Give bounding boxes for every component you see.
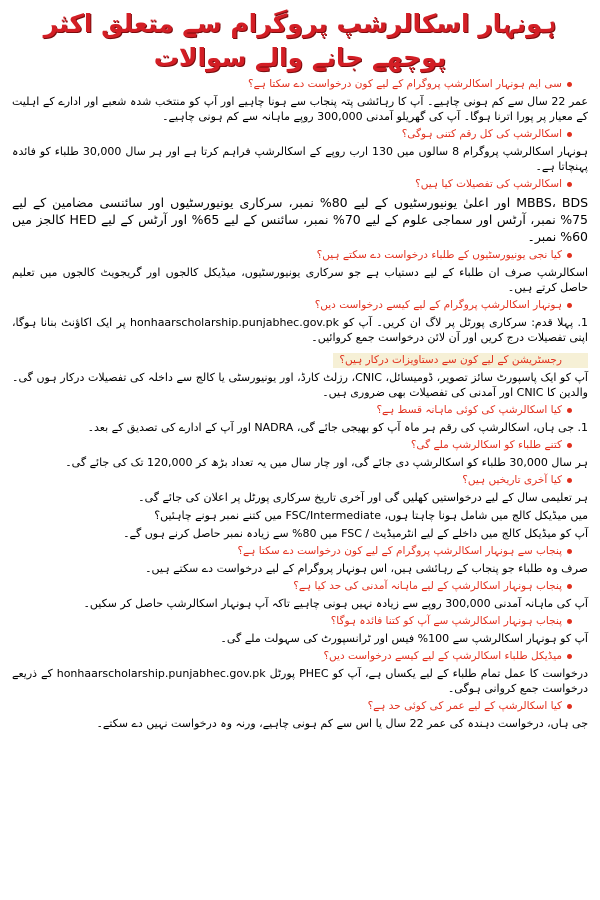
faq-answer: 1. جی ہاں، اسکالرشپ کی رقم ہر ماہ آپ کو بھیجی جائے گی، NADRA اور آپ کے ادارے کی تصدیق کے بعد۔ — [87, 421, 588, 434]
faq-question: ہونہار اسکالرشپ پروگرام کے لیے کیسے درخواست دیں؟ — [12, 298, 588, 313]
bullet-icon — [567, 654, 572, 659]
bullet-icon — [567, 82, 572, 87]
faq-answer: آپ کو ہونہار اسکالرشپ سے 100% فیس اور ٹرانسپورٹ کی سہولت ملے گی۔ — [220, 632, 588, 645]
faq-answer: آپ کی ماہانہ آمدنی 300,000 روپے سے زیادہ نہیں ہونی چاہیے تاکہ آپ ہونہار اسکالرشپ حاصل کر سکیں۔ — [83, 597, 588, 610]
faq-list — [12, 77, 588, 731]
faq-answer: میں میڈیکل کالج میں شامل ہونا چاہتا ہوں، FSC/Intermediate میں کتنے نمبر ہونے چاہئیں؟ — [154, 509, 588, 522]
faq-answer: آپ کو ایک پاسپورٹ سائز تصویر، ڈومیسائل، CNIC، رزلٹ کارڈ، اور یونیورسٹی یا کالج سے داخلہ کی تفصیلات درکار ہوں گی۔ والدین کا CNIC اور آمدنی کی تفصیلات بھی ضروری ہیں۔ — [12, 371, 588, 399]
bullet-icon — [567, 549, 572, 554]
bullet-icon — [567, 253, 572, 258]
faq-question: میڈیکل طلباء اسکالرشپ کے لیے کیسے درخواست دیں؟ — [12, 649, 588, 664]
faq-question: پنجاب سے ہونہار اسکالرشپ پروگرام کے لیے کون درخواست دے سکتا ہے؟ — [12, 544, 588, 559]
faq-answer: ہر سال 30,000 طلباء کو اسکالرشپ دی جائے گی، اور چار سال میں یہ تعداد بڑھ کر 120,000 تک کی جائے گی۔ — [65, 456, 588, 469]
bullet-icon — [567, 132, 572, 137]
faq-answer: عمر 22 سال سے کم ہونی چاہیے۔ آپ کا رہائشی پتہ پنجاب سے ہونا چاہیے اور آپ کو منتخب شدہ شعبے اور ادارے کے اہلیت کے معیار پر پورا اترنا ہوگا۔ آپ کی گھریلو آمدنی 300,000 روپے ماہانہ سے کم ہونی چاہیے۔ — [12, 95, 588, 123]
faq-answer: ہر تعلیمی سال کے لیے درخواستیں کھلیں گی اور آخری تاریخ سرکاری پورٹل پر اعلان کی جائے گی۔ — [138, 491, 588, 504]
faq-answer: MBBS، BDS اور اعلیٰ یونیورسٹیوں کے لیے 80% نمبر، سرکاری یونیورسٹیوں اور سائنسی مضامین کے لیے 75% نمبر، آرٹس اور سماجی علوم کے لیے 70% نمبر، سائنس کے لیے 65% اور آرٹس کے لیے HED کالجز میں 60% نمبر۔ — [12, 195, 589, 244]
faq-question: سی ایم ہونہار اسکالرشپ پروگرام کے لیے کون درخواست دے سکتا ہے؟ — [12, 77, 588, 92]
bullet-icon — [567, 303, 572, 308]
bullet-icon — [567, 478, 572, 483]
faq-question: اسکالرشپ کی کل رقم کتنی ہوگی؟ — [12, 127, 588, 142]
faq-question: کتنے طلباء کو اسکالرشپ ملے گی؟ — [12, 438, 588, 453]
faq-question: پنجاب ہونہار اسکالرشپ سے آپ کو کتنا فائدہ ہوگا؟ — [12, 614, 588, 629]
faq-question: کیا اسکالرشپ کے لیے عمر کی کوئی حد ہے؟ — [12, 699, 588, 714]
bullet-icon — [567, 408, 572, 413]
faq-answer: جی ہاں، درخواست دہندہ کی عمر 22 سال یا اس سے کم ہونی چاہیے، ورنہ وہ درخواست نہیں دے سکتے۔ — [96, 717, 588, 730]
faq-answer: آپ کو میڈیکل کالج میں داخلے کے لیے انٹرمیڈیٹ / FSC میں 80% سے زیادہ نمبر حاصل کرنے ہوں گے۔ — [123, 527, 588, 540]
faq-answer: درخواست کا عمل تمام طلباء کے لیے یکساں ہے، آپ کو PHEC پورٹل honhaarscholarship.punjabhec.gov.pk کے ذریعے درخواست جمع کروانی ہوگی۔ — [12, 667, 589, 695]
bullet-icon — [567, 443, 572, 448]
faq-answer: ہونہار اسکالرشپ پروگرام 8 سالوں میں 130 ارب روپے کے اسکالرشپ فراہم کرتا ہے اور ہر سال 30,000 طلباء کو فائدہ پہنچاتا ہے۔ — [12, 145, 588, 173]
bullet-icon — [567, 584, 572, 589]
bullet-icon — [567, 182, 572, 187]
faq-answer: صرف وہ طلباء جو پنجاب کے رہائشی ہیں، اس ہونہار پروگرام کے لیے درخواست دے سکتے ہیں۔ — [145, 562, 588, 575]
page-title: ہونہار اسکالرشپ پروگرام سے متعلق اکثر پوچھے جانے والے سوالات — [43, 9, 557, 72]
faq-question: اسکالرشپ کی تفصیلات کیا ہیں؟ — [12, 177, 588, 192]
faq-question: کیا اسکالرشپ کی کوئی ماہانہ قسط ہے؟ — [12, 403, 588, 418]
faq-answer: اسکالرشپ صرف ان طلباء کے لیے دستیاب ہے جو سرکاری یونیورسٹیوں، میڈیکل کالجوں اور گریجویٹ کالجوں میں تعلیم حاصل کرتے ہیں۔ — [12, 266, 588, 294]
faq-question: رجسٹریشن کے لیے کون سے دستاویزات درکار ہیں؟ — [333, 353, 588, 368]
faq-answer: 1. پہلا قدم: سرکاری پورٹل پر لاگ ان کریں۔ آپ کو honhaarscholarship.punjabhec.gov.pk پر ایک اکاؤنٹ بنانا ہوگا، اپنی تفصیلات درج کریں اور آن لائن درخواست جمع کروائیں۔ — [12, 316, 588, 344]
faq-question: پنجاب ہونہار اسکالرشپ کے لیے ماہانہ آمدنی کی حد کیا ہے؟ — [12, 579, 588, 594]
bullet-icon — [567, 619, 572, 624]
faq-question: کیا نجی یونیورسٹیوں کے طلباء درخواست دے سکتے ہیں؟ — [12, 248, 588, 263]
bullet-icon — [567, 704, 572, 709]
faq-question: کیا آخری تاریخیں ہیں؟ — [12, 473, 588, 488]
